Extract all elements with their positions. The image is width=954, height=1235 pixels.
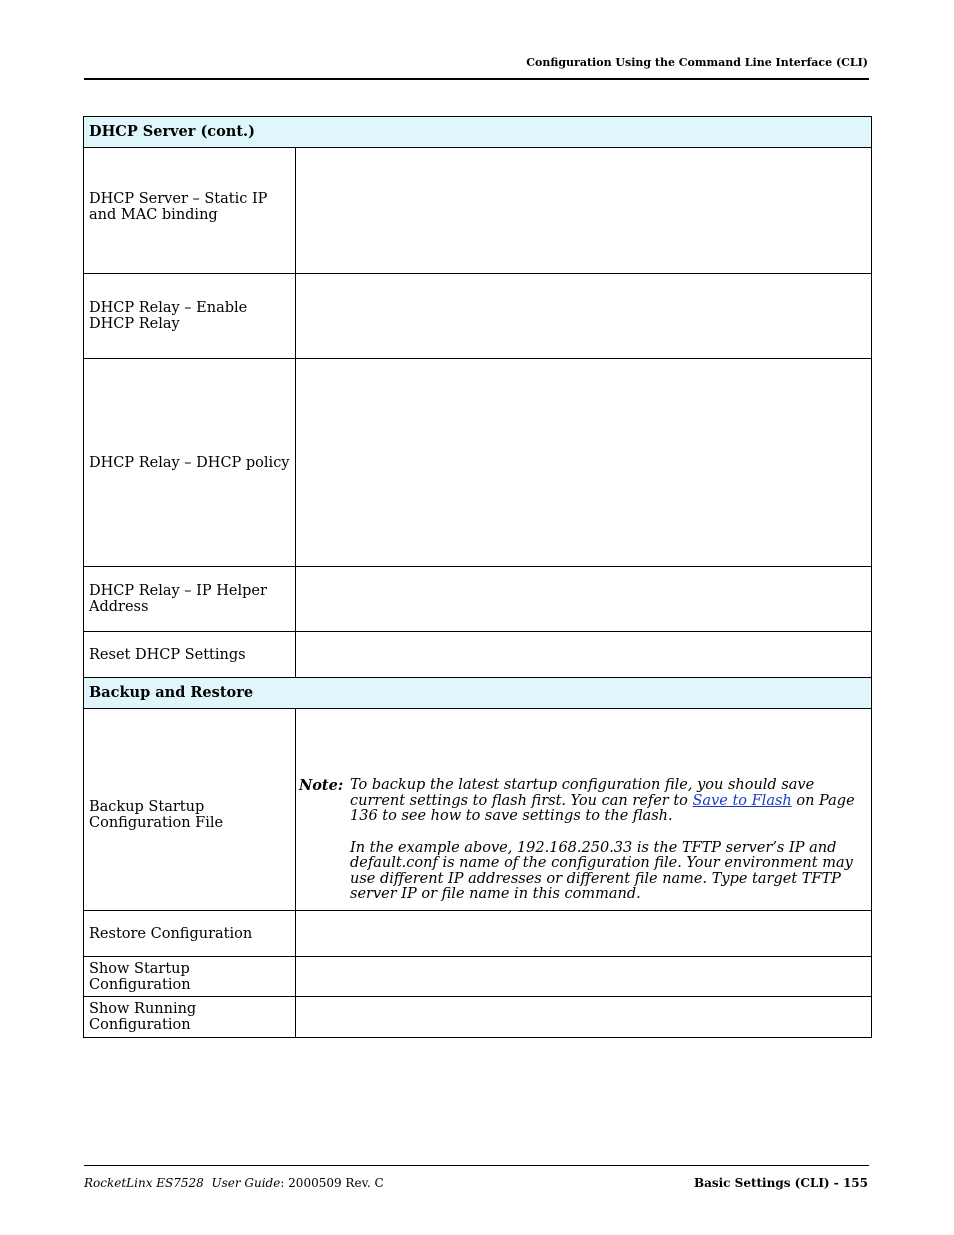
row-content (296, 957, 872, 997)
table-row (84, 632, 872, 678)
table-row (84, 709, 872, 911)
row-label: Show Startup Configuration (84, 957, 296, 997)
note-body (350, 778, 866, 903)
note-block (299, 778, 866, 903)
doc-number: : 2000509 Rev. C (280, 1176, 384, 1190)
row-content (296, 632, 872, 678)
running-header: Configuration Using the Command Line Interface (CLI) (526, 56, 868, 69)
table-row (84, 957, 872, 997)
row-label: DHCP Relay – IP Helper Address (84, 567, 296, 632)
row-label: Reset DHCP Settings (84, 632, 296, 678)
table-row (84, 274, 872, 359)
header-rule (84, 78, 869, 80)
table-row (84, 359, 872, 567)
row-content (296, 911, 872, 957)
row-label: Backup Startup Configuration File (84, 709, 296, 911)
note-paragraph (350, 778, 866, 825)
row-content (296, 567, 872, 632)
save-to-flash-link[interactable]: Save to Flash (692, 792, 792, 809)
table-row (84, 148, 872, 274)
row-content (296, 359, 872, 567)
product-name: RocketLinx ES7528 (84, 1176, 204, 1190)
note-text: To backup the latest startup configuration file, you should save current settings to flash first. You can refer to (350, 777, 815, 809)
row-label: Show Running Configuration (84, 997, 296, 1038)
row-content (296, 709, 872, 911)
table-row (84, 567, 872, 632)
table-row (84, 997, 872, 1038)
section-title: DHCP Server (cont.) (84, 117, 872, 148)
row-label: DHCP Relay – Enable DHCP Relay (84, 274, 296, 359)
section-title: Backup and Restore (84, 678, 872, 709)
row-content (296, 148, 872, 274)
section-row-backup-restore (84, 678, 872, 709)
command-table (83, 116, 872, 1038)
section-row-dhcp-server (84, 117, 872, 148)
row-content (296, 274, 872, 359)
page-number: Basic Settings (CLI) - 155 (693, 1176, 868, 1190)
note-label: Note: (299, 777, 344, 795)
row-content (296, 997, 872, 1038)
row-label: DHCP Relay – DHCP policy (84, 359, 296, 567)
row-label: DHCP Server – Static IP and MAC binding (84, 148, 296, 274)
footer-document-info (84, 1176, 384, 1190)
note-paragraph: In the example above, 192.168.250.33 is the TFTP server’s IP and default.conf is name of the configuration file. Your environment may use different IP addresses or different file name. Type target TFTP server IP or file name in this command. (350, 839, 853, 903)
note-text: on Page 136 to see how to save settings to the flash. (350, 792, 855, 825)
row-label: Restore Configuration (84, 911, 296, 957)
footer-rule (84, 1165, 869, 1166)
table-row (84, 911, 872, 957)
guide-name: User Guide (211, 1176, 281, 1190)
